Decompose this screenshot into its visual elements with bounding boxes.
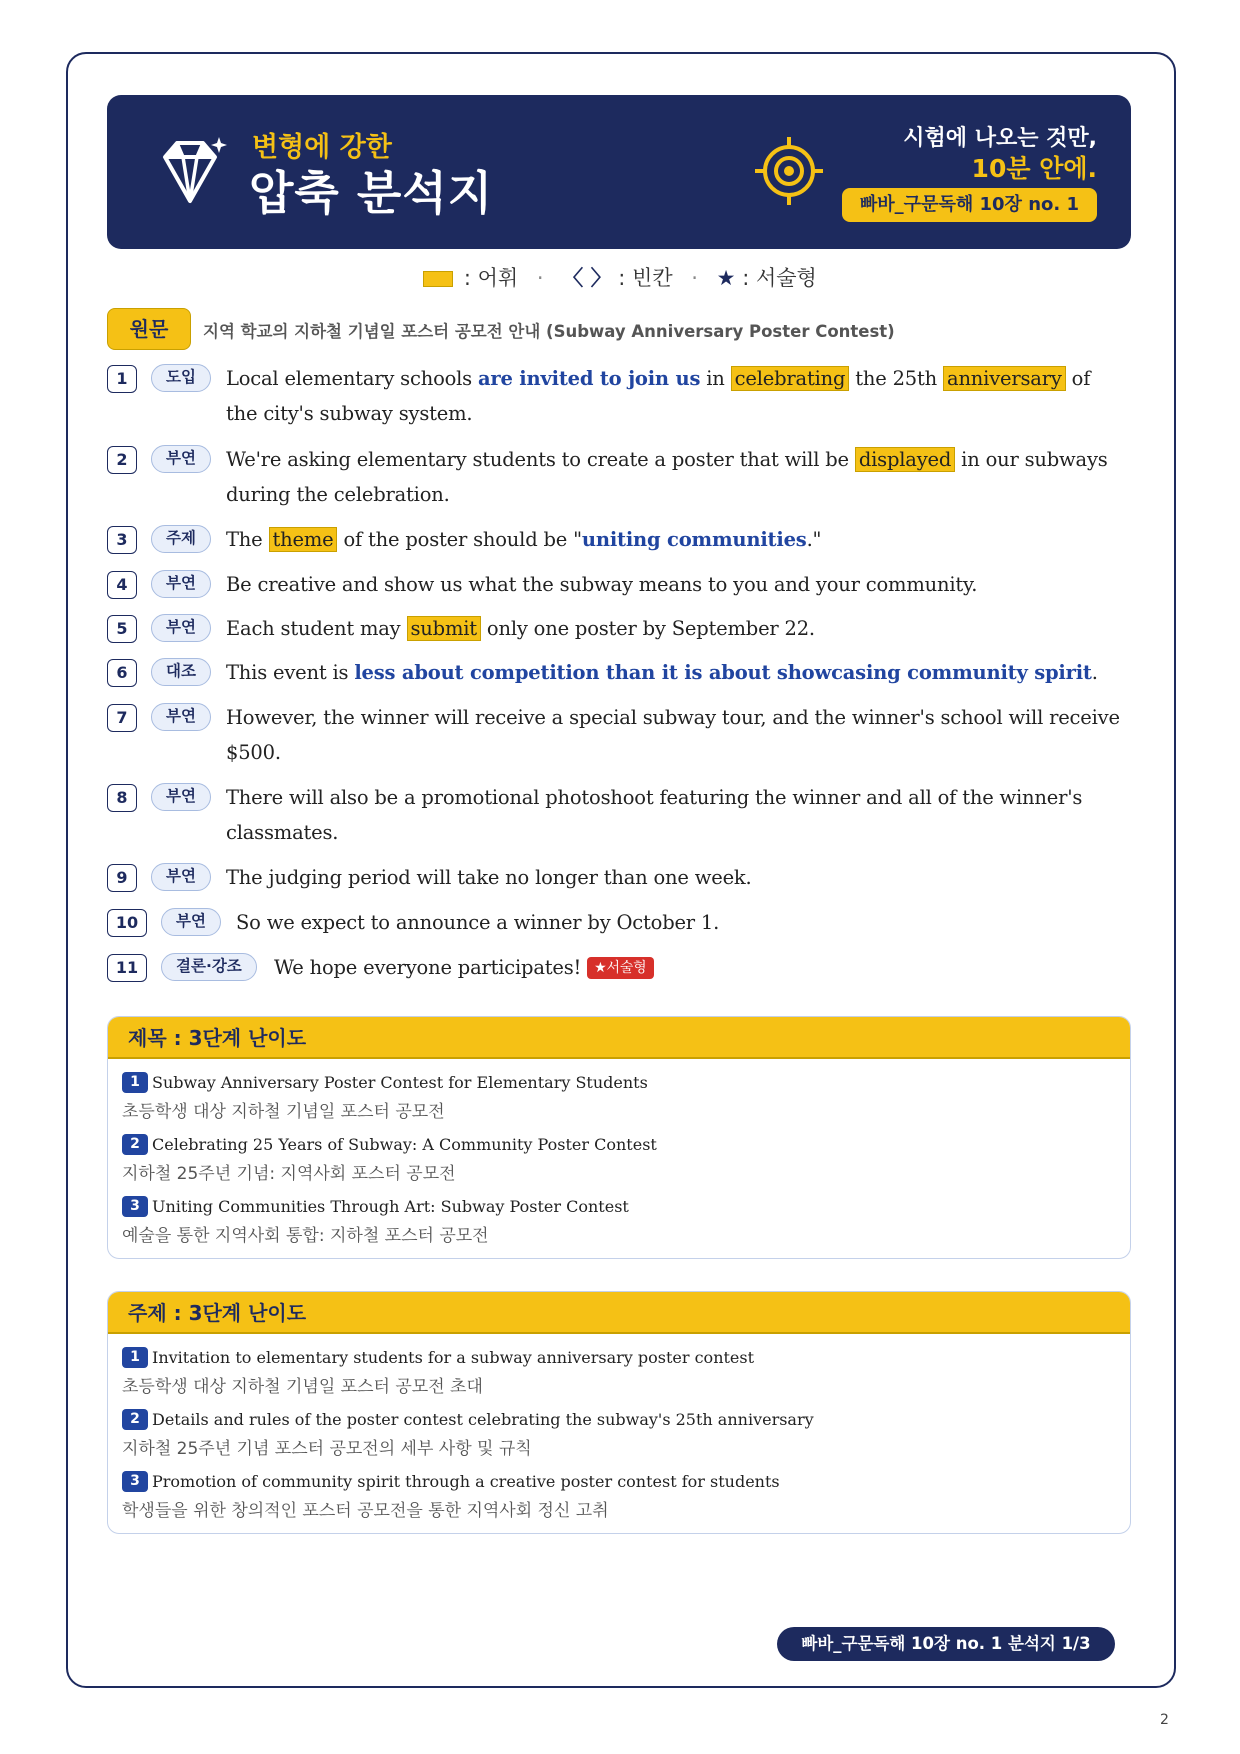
legend-blank: : 빈칸 bbox=[618, 266, 673, 290]
header-tagline-highlight: 10분 안에. bbox=[971, 154, 1097, 183]
option-english: Uniting Communities Through Art: Subway Poster Contest bbox=[152, 1197, 629, 1216]
sentence-number: 6 bbox=[107, 659, 137, 687]
sentence-number: 9 bbox=[107, 864, 137, 892]
header-subtitle: 변형에 강한 bbox=[252, 132, 392, 163]
header-tagline: 시험에 나오는 것만, bbox=[903, 126, 1097, 151]
sentence-text: This event is less about competition than it is about showcasing community spirit. bbox=[226, 661, 1098, 684]
theme-box-heading: 주제 : 3단계 난이도 bbox=[108, 1292, 1130, 1334]
legend bbox=[0, 262, 1240, 292]
page-number: 2 bbox=[1160, 1712, 1169, 1728]
diamond-icon bbox=[157, 135, 227, 207]
vocab-highlight: submit bbox=[407, 616, 481, 641]
legend-separator: · bbox=[536, 266, 544, 290]
sentence-number: 10 bbox=[107, 909, 147, 937]
option-korean: 초등학생 대상 지하철 기념일 포스터 공모전 bbox=[122, 1102, 445, 1122]
sentence-number: 2 bbox=[107, 446, 137, 474]
theme-options-box bbox=[107, 1291, 1131, 1534]
vocab-highlight: anniversary bbox=[943, 366, 1066, 391]
sentence-number: 7 bbox=[107, 704, 137, 732]
vocab-highlight: celebrating bbox=[731, 366, 850, 391]
sentence-text: The theme of the poster should be "uniting communities." bbox=[226, 528, 822, 551]
essay-tag: ★서술형 bbox=[587, 957, 653, 979]
sentence-role: 부연 bbox=[151, 614, 211, 642]
sentence-number: 1 bbox=[107, 365, 137, 393]
option-english: Details and rules of the poster contest celebrating the subway's 25th anniversary bbox=[152, 1410, 814, 1429]
option-number: 1 bbox=[122, 1072, 148, 1093]
sentence-role: 부연 bbox=[151, 570, 211, 598]
title-option bbox=[122, 1072, 648, 1122]
sentence-role: 부연 bbox=[151, 783, 211, 811]
sentence-role: 대조 bbox=[151, 658, 211, 686]
option-number: 3 bbox=[122, 1471, 148, 1492]
option-korean: 학생들을 위한 창의적인 포스터 공모전을 통한 지역사회 정신 고취 bbox=[122, 1501, 609, 1521]
legend-separator: · bbox=[691, 266, 698, 290]
source-label: 원문 bbox=[107, 308, 191, 350]
source-title: 지역 학교의 지하철 기념일 포스터 공모전 안내 (Subway Anniversary Poster Contest) bbox=[203, 322, 895, 341]
vocab-highlight: theme bbox=[269, 527, 338, 552]
option-number: 2 bbox=[122, 1134, 148, 1155]
vocab-swatch bbox=[423, 271, 453, 287]
sentence-role: 부연 bbox=[151, 703, 211, 731]
sentence-role: 결론·강조 bbox=[161, 953, 257, 981]
option-english: Promotion of community spirit through a creative poster contest for students bbox=[152, 1472, 780, 1491]
sentence-text: Be creative and show us what the subway means to you and your community. bbox=[226, 573, 978, 596]
legend-blank-symbol: 〈 〉 bbox=[562, 266, 612, 290]
sentence-text: The judging period will take no longer than one week. bbox=[226, 866, 752, 889]
theme-option bbox=[122, 1347, 754, 1397]
header-banner bbox=[107, 95, 1131, 249]
sentence-number: 8 bbox=[107, 784, 137, 812]
sentence-text: Local elementary schools are invited to join us in celebrating the 25th anniversary of the city's subway system. bbox=[226, 367, 1091, 425]
sentence-number: 4 bbox=[107, 571, 137, 599]
title-box-heading: 제목 : 3단계 난이도 bbox=[108, 1017, 1130, 1059]
sentence-text: There will also be a promotional photoshoot featuring the winner and all of the winner's classmates. bbox=[226, 786, 1083, 844]
sentence-role: 주제 bbox=[151, 525, 211, 553]
option-number: 3 bbox=[122, 1196, 148, 1217]
option-korean: 지하철 25주년 기념 포스터 공모전의 세부 사항 및 규칙 bbox=[122, 1439, 532, 1459]
option-korean: 예술을 통한 지역사회 통합: 지하철 포스터 공모전 bbox=[122, 1226, 489, 1246]
option-korean: 지하철 25주년 기념: 지역사회 포스터 공모전 bbox=[122, 1164, 456, 1184]
sentence-number: 3 bbox=[107, 526, 137, 554]
star-icon: ★ bbox=[716, 266, 736, 290]
blank-phrase: are invited to join us bbox=[478, 367, 701, 390]
sentence-role: 부연 bbox=[161, 908, 221, 936]
chapter-badge: 빠바_구문독해 10장 no. 1 bbox=[842, 188, 1097, 222]
option-number: 1 bbox=[122, 1347, 148, 1368]
sentence-role: 부연 bbox=[151, 445, 211, 473]
option-korean: 초등학생 대상 지하철 기념일 포스터 공모전 초대 bbox=[122, 1377, 483, 1397]
target-icon bbox=[755, 137, 823, 205]
sentence-number: 11 bbox=[107, 954, 147, 982]
header-title: 압축 분석지 bbox=[249, 166, 494, 220]
sentence-text: So we expect to announce a winner by October 1. bbox=[236, 911, 720, 934]
option-number: 2 bbox=[122, 1409, 148, 1430]
footer-label: 빠바_구문독해 10장 no. 1 분석지 1/3 bbox=[777, 1627, 1115, 1661]
title-option bbox=[122, 1196, 629, 1246]
sentence-number: 5 bbox=[107, 615, 137, 643]
vocab-highlight: displayed bbox=[855, 447, 955, 472]
blank-phrase: uniting communities bbox=[581, 528, 807, 551]
option-english: Subway Anniversary Poster Contest for Elementary Students bbox=[152, 1073, 648, 1092]
theme-option bbox=[122, 1471, 780, 1521]
sentence-role: 도입 bbox=[151, 364, 211, 392]
option-english: Celebrating 25 Years of Subway: A Community Poster Contest bbox=[152, 1135, 657, 1154]
sentence-text: Each student may submit only one poster by September 22. bbox=[226, 617, 815, 640]
legend-vocab: : 어휘 bbox=[463, 266, 519, 290]
sentence-text: However, the winner will receive a special subway tour, and the winner's school will receive $500. bbox=[226, 706, 1120, 764]
sentence-role: 부연 bbox=[151, 863, 211, 891]
blank-phrase: less about competition than it is about showcasing community spirit bbox=[354, 661, 1092, 684]
sentence-text: We're asking elementary students to create a poster that will be displayed in our subways during the celebration. bbox=[226, 448, 1108, 506]
option-english: Invitation to elementary students for a subway anniversary poster contest bbox=[152, 1348, 755, 1367]
title-options-box bbox=[107, 1016, 1131, 1259]
legend-essay: : 서술형 bbox=[742, 266, 817, 290]
sentence-text: We hope everyone participates! ★서술형 bbox=[274, 950, 1114, 985]
theme-option bbox=[122, 1409, 814, 1459]
title-option bbox=[122, 1134, 657, 1184]
